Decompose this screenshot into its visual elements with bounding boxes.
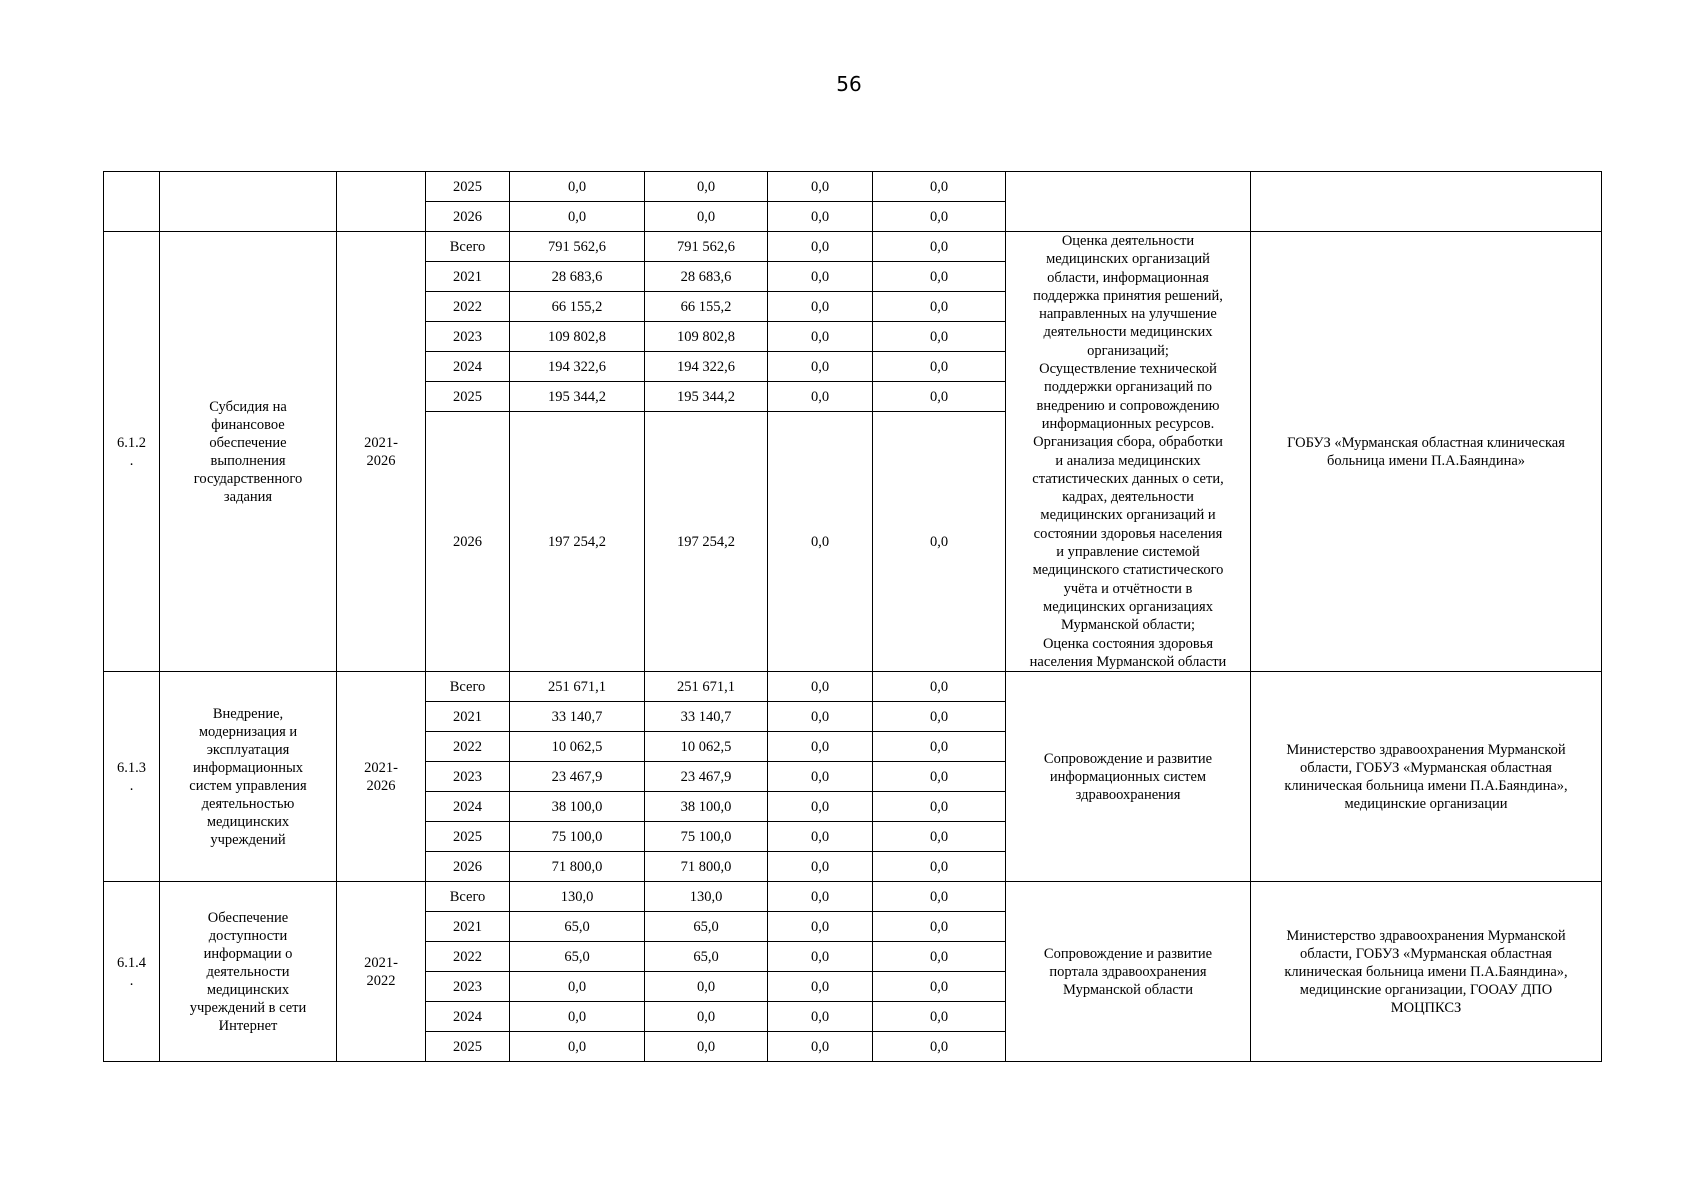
federal-cell: 0,0 (768, 672, 873, 702)
total-cell: 0,0 (510, 172, 645, 202)
year-cell: Всего (426, 882, 510, 912)
federal-cell: 0,0 (768, 882, 873, 912)
result-cell (1006, 172, 1251, 232)
number-cell: 6.1.3 . (104, 672, 160, 882)
result-cell: Сопровождение и развитие информационных систем здравоохранения (1006, 672, 1251, 882)
year-cell: 2024 (426, 1002, 510, 1032)
other-cell: 0,0 (873, 762, 1006, 792)
regional-cell: 65,0 (645, 912, 768, 942)
total-cell: 23 467,9 (510, 762, 645, 792)
regional-cell: 71 800,0 (645, 852, 768, 882)
total-cell: 33 140,7 (510, 702, 645, 732)
total-cell: 0,0 (510, 1002, 645, 1032)
other-cell: 0,0 (873, 672, 1006, 702)
federal-cell: 0,0 (768, 852, 873, 882)
period-cell: 2021- 2026 (337, 232, 426, 672)
regional-cell: 0,0 (645, 1002, 768, 1032)
year-cell: 2025 (426, 382, 510, 412)
year-cell: 2021 (426, 912, 510, 942)
federal-cell: 0,0 (768, 972, 873, 1002)
name-cell: Субсидия на финансовое обеспечение выполнения государственного задания (160, 232, 337, 672)
other-cell: 0,0 (873, 202, 1006, 232)
executor-cell: Министерство здравоохранения Мурманской области, ГОБУЗ «Мурманская областная клиническая больница имени П.А.Баяндина», медицинские организации (1251, 672, 1602, 882)
total-cell: 71 800,0 (510, 852, 645, 882)
regional-cell: 197 254,2 (645, 412, 768, 672)
year-cell: 2023 (426, 762, 510, 792)
year-cell: 2021 (426, 702, 510, 732)
regional-cell: 38 100,0 (645, 792, 768, 822)
federal-cell: 0,0 (768, 232, 873, 262)
year-cell: Всего (426, 672, 510, 702)
regional-cell: 66 155,2 (645, 292, 768, 322)
year-cell: 2023 (426, 322, 510, 352)
other-cell: 0,0 (873, 822, 1006, 852)
name-cell: Внедрение, модернизация и эксплуатация информационных систем управления деятельностью медицинских учреждений (160, 672, 337, 882)
page-number: 56 (836, 72, 862, 96)
total-cell: 0,0 (510, 202, 645, 232)
total-cell: 65,0 (510, 942, 645, 972)
result-cell: Оценка деятельности медицинских организаций области, информационная поддержка принятия решений, направленных на улучшение деятельности медицинских организаций; Осуществление технической поддержки организаций по внедрению и сопровождению информационных ресурсов. Организация сбора, обработки и анализа медицинских статистических данных о сети, кадрах, деятельности медицинских организаций и состоянии здоровья населения и управление системой медицинского статистического учёта и отчётности в медицинских организациях Мурманской области; Оценка состояния здоровья населения Мурманской области (1006, 232, 1251, 672)
federal-cell: 0,0 (768, 792, 873, 822)
total-cell: 195 344,2 (510, 382, 645, 412)
number-cell (104, 172, 160, 232)
regional-cell: 195 344,2 (645, 382, 768, 412)
federal-cell: 0,0 (768, 1002, 873, 1032)
regional-cell: 65,0 (645, 942, 768, 972)
year-cell: 2023 (426, 972, 510, 1002)
total-cell: 791 562,6 (510, 232, 645, 262)
other-cell: 0,0 (873, 972, 1006, 1002)
federal-cell: 0,0 (768, 172, 873, 202)
total-cell: 65,0 (510, 912, 645, 942)
other-cell: 0,0 (873, 322, 1006, 352)
other-cell: 0,0 (873, 1002, 1006, 1032)
total-cell: 75 100,0 (510, 822, 645, 852)
result-cell: Сопровождение и развитие портала здравоохранения Мурманской области (1006, 882, 1251, 1062)
other-cell: 0,0 (873, 412, 1006, 672)
total-cell: 0,0 (510, 972, 645, 1002)
other-cell: 0,0 (873, 732, 1006, 762)
federal-cell: 0,0 (768, 702, 873, 732)
regional-cell: 23 467,9 (645, 762, 768, 792)
other-cell: 0,0 (873, 942, 1006, 972)
year-cell: 2026 (426, 202, 510, 232)
regional-cell: 130,0 (645, 882, 768, 912)
executor-cell: Министерство здравоохранения Мурманской области, ГОБУЗ «Мурманская областная клиническая больница имени П.А.Баяндина», медицинские организации, ГООАУ ДПО МОЦПКСЗ (1251, 882, 1602, 1062)
federal-cell: 0,0 (768, 732, 873, 762)
year-cell: Всего (426, 232, 510, 262)
year-cell: 2022 (426, 942, 510, 972)
federal-cell: 0,0 (768, 262, 873, 292)
other-cell: 0,0 (873, 852, 1006, 882)
year-cell: 2021 (426, 262, 510, 292)
total-cell: 251 671,1 (510, 672, 645, 702)
other-cell: 0,0 (873, 352, 1006, 382)
federal-cell: 0,0 (768, 352, 873, 382)
table-row (104, 232, 1602, 262)
other-cell: 0,0 (873, 232, 1006, 262)
regional-cell: 0,0 (645, 1032, 768, 1062)
regional-cell: 28 683,6 (645, 262, 768, 292)
year-cell: 2024 (426, 792, 510, 822)
federal-cell: 0,0 (768, 912, 873, 942)
program-activities-table (103, 171, 1602, 1062)
number-cell: 6.1.2 . (104, 232, 160, 672)
federal-cell: 0,0 (768, 202, 873, 232)
regional-cell: 194 322,6 (645, 352, 768, 382)
total-cell: 194 322,6 (510, 352, 645, 382)
year-cell: 2022 (426, 292, 510, 322)
year-cell: 2025 (426, 822, 510, 852)
regional-cell: 251 671,1 (645, 672, 768, 702)
name-cell: Обеспечение доступности информации о деятельности медицинских учреждений в сети Интернет (160, 882, 337, 1062)
regional-cell: 10 062,5 (645, 732, 768, 762)
federal-cell: 0,0 (768, 1032, 873, 1062)
year-cell: 2025 (426, 1032, 510, 1062)
federal-cell: 0,0 (768, 942, 873, 972)
regional-cell: 109 802,8 (645, 322, 768, 352)
other-cell: 0,0 (873, 702, 1006, 732)
total-cell: 0,0 (510, 1032, 645, 1062)
executor-cell (1251, 172, 1602, 232)
regional-cell: 0,0 (645, 202, 768, 232)
other-cell: 0,0 (873, 882, 1006, 912)
federal-cell: 0,0 (768, 762, 873, 792)
table-row (104, 172, 1602, 202)
period-cell: 2021- 2022 (337, 882, 426, 1062)
total-cell: 66 155,2 (510, 292, 645, 322)
regional-cell: 33 140,7 (645, 702, 768, 732)
regional-cell: 75 100,0 (645, 822, 768, 852)
federal-cell: 0,0 (768, 322, 873, 352)
other-cell: 0,0 (873, 1032, 1006, 1062)
executor-cell: ГОБУЗ «Мурманская областная клиническая больница имени П.А.Баяндина» (1251, 232, 1602, 672)
federal-cell: 0,0 (768, 412, 873, 672)
total-cell: 109 802,8 (510, 322, 645, 352)
regional-cell: 791 562,6 (645, 232, 768, 262)
regional-cell: 0,0 (645, 172, 768, 202)
period-cell (337, 172, 426, 232)
year-cell: 2022 (426, 732, 510, 762)
federal-cell: 0,0 (768, 382, 873, 412)
table-row (104, 672, 1602, 702)
other-cell: 0,0 (873, 262, 1006, 292)
name-cell (160, 172, 337, 232)
other-cell: 0,0 (873, 172, 1006, 202)
total-cell: 10 062,5 (510, 732, 645, 762)
other-cell: 0,0 (873, 292, 1006, 322)
period-cell: 2021- 2026 (337, 672, 426, 882)
federal-cell: 0,0 (768, 292, 873, 322)
year-cell: 2026 (426, 852, 510, 882)
year-cell: 2026 (426, 412, 510, 672)
number-cell: 6.1.4 . (104, 882, 160, 1062)
regional-cell: 0,0 (645, 972, 768, 1002)
other-cell: 0,0 (873, 912, 1006, 942)
other-cell: 0,0 (873, 792, 1006, 822)
total-cell: 28 683,6 (510, 262, 645, 292)
other-cell: 0,0 (873, 382, 1006, 412)
year-cell: 2025 (426, 172, 510, 202)
total-cell: 130,0 (510, 882, 645, 912)
total-cell: 38 100,0 (510, 792, 645, 822)
federal-cell: 0,0 (768, 822, 873, 852)
table-row (104, 882, 1602, 912)
year-cell: 2024 (426, 352, 510, 382)
total-cell: 197 254,2 (510, 412, 645, 672)
